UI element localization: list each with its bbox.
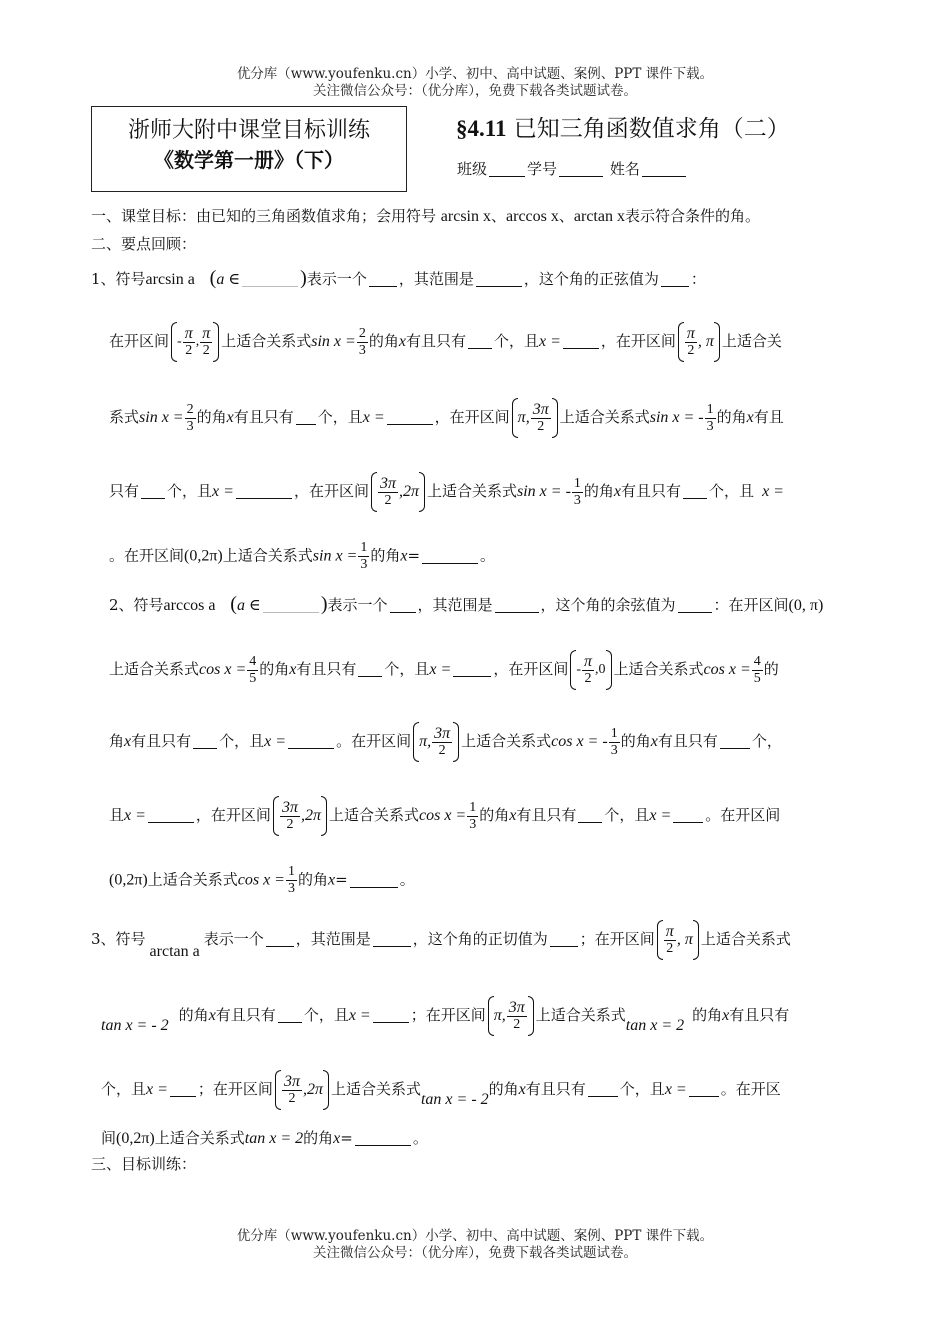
arcsin-x: arcsin x bbox=[440, 208, 491, 225]
p1-l1-e: ： bbox=[690, 270, 706, 288]
p1-l2-a: 在开区间 bbox=[109, 332, 170, 350]
school-name: 浙师大附中课堂目标训练 bbox=[127, 118, 370, 143]
title-box bbox=[91, 106, 407, 192]
p2-domain-blank[interactable] bbox=[263, 596, 319, 613]
p3-arctan-a: arctan a bbox=[149, 943, 200, 960]
p1-line-1: 1、符号arcsin a (a ∈ )表示一个 ，其范围是 ，这个角的正弦值为 ： bbox=[91, 267, 706, 289]
p1-arcsin-a: arcsin a bbox=[145, 271, 195, 288]
section-1-objective bbox=[91, 204, 760, 229]
frac-2-3: $\frac{2}{3}$ bbox=[358, 325, 366, 358]
p1-l2-d: 有且只有 bbox=[405, 332, 466, 350]
p3-blank-2[interactable] bbox=[373, 930, 411, 947]
p1-line-4: 只有 个，且x = ，在开区间 $\frac{3\pi}{2}$ ,2π 上适合关系式sin x = - $\frac{1}{3}$ 的角x有且只有 个，且 x = bbox=[109, 472, 784, 512]
p1-blank-5[interactable] bbox=[563, 332, 599, 349]
id-blank bbox=[559, 160, 603, 177]
p1-line-5: 。在开区间(0,2π)上适合关系式sin x = $\frac{1}{3}$ 的角x= 。 bbox=[109, 540, 496, 572]
section-number: §4.11 bbox=[456, 116, 507, 141]
p1-blank-4[interactable] bbox=[468, 332, 492, 349]
p1-blank-2[interactable] bbox=[476, 270, 522, 287]
p3-blank-1[interactable] bbox=[266, 930, 294, 947]
p1-l1-c: ，其范围是 bbox=[398, 270, 474, 288]
p3-line-2: tan x = - 2的角x有且只有 个，且x = ；在开区间 π, $\frac{3\pi}{2}$ 上适合关系式tan x = 2的角x有且只有 bbox=[101, 996, 789, 1036]
p1-line-3: 系式sin x = $\frac{2}{3}$ 的角x有且只有 个，且x = ，在开区间 π, $\frac{3\pi}{2}$ 上适合关系式sin x = - $\frac{1}{3}$ 的角x有且 bbox=[109, 398, 784, 438]
interval-neg-half-pi: - $\frac{\pi}{2}$ , $\frac{\pi}{2}$ bbox=[171, 322, 219, 362]
footer-line-1: 优分库（www.youfenku.cn）小学、初中、高中试题、案例、PPT 课件下载。 bbox=[236, 1228, 714, 1244]
p1-l1-a: 1、符号 bbox=[91, 270, 146, 288]
p1-blank-8[interactable] bbox=[141, 482, 165, 499]
p2-arccos-a: arccos a bbox=[163, 597, 216, 614]
lesson-title bbox=[456, 114, 790, 144]
interval-pi-3pi-2: π, $\frac{3\pi}{2}$ bbox=[512, 398, 558, 438]
p2-line-5: (0,2π)上适合关系式cos x = $\frac{1}{3}$ 的角x= 。 bbox=[109, 864, 415, 896]
class-label: 班级 bbox=[457, 160, 488, 178]
interval-pi-3pi-2-c: π, $\frac{3\pi}{2}$ bbox=[488, 996, 534, 1036]
interval-3pi-2-2pi-c: $\frac{3\pi}{2}$ ,2π bbox=[275, 1070, 329, 1110]
p1-blank-6[interactable] bbox=[296, 408, 316, 425]
p1-domain-blank[interactable] bbox=[242, 270, 298, 287]
p2-blank-12[interactable] bbox=[350, 871, 398, 888]
interval-half-pi-pi-b: $\frac{\pi}{2}$ , π bbox=[657, 920, 699, 960]
header-banner bbox=[0, 66, 950, 100]
p1-blank-11[interactable] bbox=[422, 547, 478, 564]
p2-blank-2[interactable] bbox=[495, 596, 539, 613]
p1-a-in: a ∈ bbox=[216, 271, 241, 288]
class-blank bbox=[489, 160, 525, 177]
name-blank bbox=[642, 160, 686, 177]
p1-l2-b: 上适合关系式 bbox=[221, 332, 312, 350]
interval-pi-3pi-2-b: π, $\frac{3\pi}{2}$ bbox=[413, 722, 459, 762]
p3-blank-3[interactable] bbox=[550, 930, 578, 947]
id-label: 学号 bbox=[527, 160, 558, 178]
p2-blank-9[interactable] bbox=[148, 806, 194, 823]
p3-blank-9[interactable] bbox=[355, 1129, 411, 1146]
arctan-x: arctan x bbox=[573, 208, 625, 225]
banner-line-2: 关注微信公众号：（优分库），免费下载各类试题试卷。 bbox=[313, 83, 637, 99]
objective-tail: 表示符合条件的角。 bbox=[624, 207, 760, 225]
p1-blank-7[interactable] bbox=[387, 408, 433, 425]
p2-line-1: 2、符号arccos a (a ∈ )表示一个 ，其范围是 ，这个角的余弦值为 ：在开区间(0, π) bbox=[109, 593, 824, 615]
sep-1: 、 bbox=[491, 207, 507, 225]
p1-blank-9[interactable] bbox=[236, 482, 292, 499]
p2-line-4: 且x = ，在开区间 $\frac{3\pi}{2}$ ,2π 上适合关系式cos x = $\frac{1}{3}$ 的角x有且只有 个，且x = 。在开区间 bbox=[109, 796, 780, 836]
name-label: 姓名 bbox=[609, 160, 640, 178]
p2-blank-5[interactable] bbox=[453, 660, 491, 677]
p1-line-2: 在开区间 - $\frac{\pi}{2}$ , $\frac{\pi}{2}$ 上适合关系式sin x = $\frac{2}{3}$ 的角x有且只有 个，且x = ，在开区间 $\frac{\pi}{2}$ , π 上适合关 bbox=[109, 322, 782, 362]
p3-blank-7[interactable] bbox=[588, 1080, 618, 1097]
p3-line-1: 3、符号arctan a表示一个 ，其范围是 ，这个角的正切值为 ；在开区间 $\frac{\pi}{2}$ , π 上适合关系式 bbox=[91, 920, 791, 960]
p3-blank-6[interactable] bbox=[170, 1080, 196, 1097]
student-info bbox=[457, 158, 688, 180]
p3-blank-5[interactable] bbox=[373, 1006, 409, 1023]
lesson-name: 已知三角函数值求角（二） bbox=[506, 116, 790, 142]
p2-line-2: 上适合关系式cos x = $\frac{4}{5}$ 的角x有且只有 个，且x = ，在开区间 - $\frac{\pi}{2}$ ,0 上适合关系式cos x = $\frac{4}{5}$ 的 bbox=[109, 650, 779, 690]
interval-half-pi-pi: $\frac{\pi}{2}$ , π bbox=[678, 322, 720, 362]
p1-blank-3[interactable] bbox=[661, 270, 689, 287]
p2-blank-4[interactable] bbox=[358, 660, 382, 677]
interval-3pi-2-2pi: $\frac{3\pi}{2}$ ,2π bbox=[371, 472, 425, 512]
objective-label: 一、课堂目标：由已知的三角函数值求角；会用符号 bbox=[91, 207, 437, 225]
p2-blank-7[interactable] bbox=[288, 732, 334, 749]
p2-line-3: 角x有且只有 个，且x = 。在开区间 π, $\frac{3\pi}{2}$ 上适合关系式cos x = - $\frac{1}{3}$ 的角x有且只有 个， bbox=[109, 722, 782, 762]
arccos-x: arccos x bbox=[506, 208, 559, 225]
p1-l1-b: 表示一个 bbox=[306, 270, 367, 288]
banner-line-1: 优分库（www.youfenku.cn）小学、初中、高中试题、案例、PPT 课件下载。 bbox=[236, 66, 714, 82]
footer-line-2: 关注微信公众号：（优分库），免费下载各类试题试卷。 bbox=[313, 1245, 637, 1261]
p1-l2-c: 的角 bbox=[368, 332, 399, 350]
interval-neg-half-pi-0: - $\frac{\pi}{2}$ ,0 bbox=[570, 650, 611, 690]
p2-blank-8[interactable] bbox=[720, 732, 750, 749]
p3-line-4: 间(0,2π)上适合关系式tan x = 2的角x= 。 bbox=[101, 1129, 428, 1147]
footer-banner bbox=[0, 1228, 950, 1262]
p2-blank-1[interactable] bbox=[390, 596, 416, 613]
p1-blank-1[interactable] bbox=[369, 270, 397, 287]
section-3-heading: 三、目标训练： bbox=[91, 1155, 197, 1173]
p2-blank-6[interactable] bbox=[193, 732, 217, 749]
p1-l1-d: ，这个角的正弦值为 bbox=[523, 270, 659, 288]
p2-blank-10[interactable] bbox=[578, 806, 602, 823]
p3-blank-4[interactable] bbox=[278, 1006, 302, 1023]
p3-blank-8[interactable] bbox=[689, 1080, 719, 1097]
p2-blank-3[interactable] bbox=[678, 596, 712, 613]
p1-sin-x: sin x = bbox=[311, 333, 356, 350]
interval-3pi-2-2pi-b: $\frac{3\pi}{2}$ ,2π bbox=[273, 796, 327, 836]
p3-line-3: 个，且x = ；在开区间 $\frac{3\pi}{2}$ ,2π 上适合关系式tan x = - 2的角x有且只有 个，且x = 。在开区 bbox=[101, 1070, 781, 1110]
sep-2: 、 bbox=[558, 207, 574, 225]
p1-blank-10[interactable] bbox=[683, 482, 707, 499]
book-name: 《数学第一册》（下） bbox=[154, 148, 344, 172]
section-2-heading: 二、要点回顾： bbox=[91, 235, 197, 253]
p2-blank-11[interactable] bbox=[673, 806, 703, 823]
